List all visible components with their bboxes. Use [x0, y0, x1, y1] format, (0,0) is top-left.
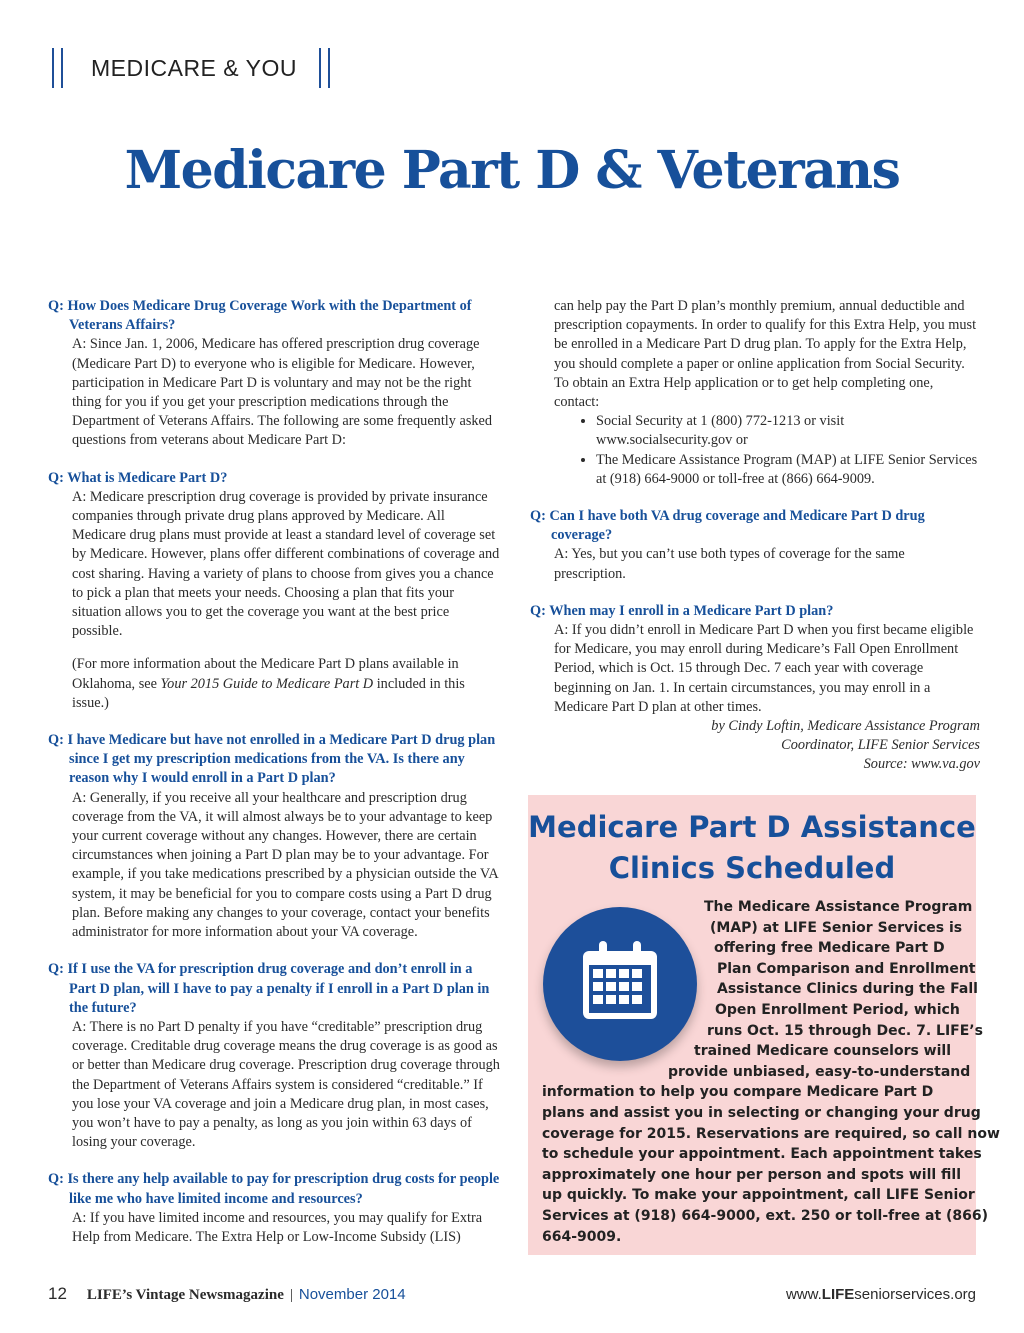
guide-note: (For more information about the Medicare Part D plans available in Oklahoma, see Your 2015 Guide to Medicare Part D included in this issue.) — [72, 656, 465, 711]
answer: A: There is no Part D penalty if you have “creditable” prescription drug coverage. Creditable drug coverage means the drug coverage is as good as or better than Medicare drug coverage. Prescription drug coverage through the Department of Veterans Affairs system is considered “creditable.” If you lose your VA coverage and join a Medicare drug plan, in most cases, you won’t have to pay a penalty, as long as you join within 63 days of losing your coverage. — [72, 1018, 500, 1151]
magazine-name: LIFE’s Vintage Newsmagazine — [86, 1287, 284, 1303]
issue-date: November 2014 — [298, 1286, 406, 1303]
answer: A: Yes, but you can’t use both types of coverage for the same prescription. — [554, 546, 905, 582]
question: Q: Is there any help available to pay for prescription drug costs for people like me who have limited income and resources? — [48, 1171, 500, 1207]
left-bars-divider — [52, 48, 63, 88]
page-number: 12 — [48, 1284, 67, 1303]
left-column — [48, 297, 500, 1265]
right-column — [530, 297, 980, 775]
right-bars-divider — [319, 48, 330, 88]
source-credit: Source: www.va.gov — [863, 756, 980, 773]
qa-item — [530, 602, 980, 717]
guide-title: Your 2015 Guide to Medicare Part D — [160, 675, 374, 692]
qa-item — [48, 297, 500, 451]
question: Q: If I use the VA for prescription drug coverage and don’t enroll in a Part D plan, will I have to pay a penalty if I enroll in a Part D plan in the future? — [48, 961, 490, 1016]
footer-separator: | — [289, 1287, 293, 1303]
answer: A: Generally, if you receive all your healthcare and prescription drug coverage from the VA, it will almost always be to your advantage to keep your current coverage without any changes. However, there are certain circumstances when joining a Part D plan may be to your advantage. For example, if you take medications prescribed by a physician outside the VA system, it may be beneficial for you to compare costs using a Part D drug plan. Before making any changes to your coverage, contact your benefits administrator for more information about your VA coverage. — [72, 789, 498, 941]
contact-item: • The Medicare Assistance Program (MAP) at LIFE Senior Services at (918) 664-9000 or toll-free at (866) 664-9009. — [596, 451, 980, 489]
website-link[interactable]: www.LIFEseniorservices.org — [785, 1286, 976, 1303]
question: Q: How Does Medicare Drug Coverage Work with the Department of Veterans Affairs? — [48, 298, 472, 334]
clinics-callout-box — [528, 795, 1000, 1255]
answer: A: Since Jan. 1, 2006, Medicare has offered prescription drug coverage (Medicare Part D) to everyone who is eligible for Medicare. However, participation in Medicare Part D is voluntary and may not be the right thing for you if you get your prescription medications through the Department of Veterans Affairs. The following are some frequently asked questions from veterans about Medicare Part D: — [72, 336, 493, 449]
callout-body: The Medicare Assistance Program (MAP) at LIFE Senior Services is offering free Medicare Part D Plan Comparison and Enrollment Assistance Clinics during the Fall Open Enrollment Period, which runs Oct. 15 through Dec. 7. LIFE’s trained Medicare counselors will provide unbiased, easy-to-understand information to help you compare Medicare Part D plans and assist you in selecting or changing your drug coverage for 2015. Reservations are required, so call now to schedule your appointment. Each appointment takes approximately one hour per person and spots will fill up quickly. To make your appointment, call LIFE Senior Services at (918) 664-9000, ext. 250 or toll-free at (866) 664-9009. — [542, 899, 1000, 1245]
article-title: Medicare Part D & Veterans — [124, 140, 900, 201]
qa-item — [48, 960, 500, 1152]
byline: by Cindy Loftin, Medicare Assistance Program — [711, 718, 980, 735]
callout-title: Medicare Part D Assistance Clinics Scheduled — [528, 810, 976, 885]
contact-item: • Social Security at 1 (800) 772-1213 or visit www.socialsecurity.gov or — [596, 412, 980, 450]
byline: Coordinator, LIFE Senior Services — [781, 737, 980, 754]
question: Q: What is Medicare Part D? — [48, 469, 228, 486]
contact-list — [554, 412, 980, 489]
answer: A: If you have limited income and resources, you may qualify for Extra Help from Medicare. The Extra Help or Low-Income Subsidy (LIS) — [72, 1209, 483, 1245]
section-header — [52, 48, 330, 88]
answer: A: If you didn’t enroll in Medicare Part D when you first became eligible for Medicare, you may enroll during Medicare’s Fall Open Enrollment Period, which is Oct. 15 through Dec. 7 each year with coverage beginning on Jan. 1. In certain circumstances, you may enroll in a Medicare Part D plan at other times. — [554, 622, 974, 715]
question: Q: I have Medicare but have not enrolled in a Medicare Part D drug plan since I get my prescription medications from the VA. Is there any reason why I would enroll in a Part D plan? — [48, 732, 496, 787]
question: Q: When may I enroll in a Medicare Part D plan? — [530, 602, 834, 619]
qa-item — [530, 507, 980, 584]
footer-left — [48, 1284, 406, 1304]
section-label: MEDICARE & YOU — [91, 54, 297, 81]
qa-item — [48, 1170, 500, 1247]
qa-item — [48, 731, 500, 942]
question: Q: Can I have both VA drug coverage and Medicare Part D drug coverage? — [530, 508, 925, 544]
answer: A: Medicare prescription drug coverage is provided by private insurance companies through private drug plans approved by Medicare. All Medicare drug plans must provide at least a standard level of coverage set by Medicare. However, plans offer different combinations of coverage and cost sharing. Having a variety of plans to choose from gives you a chance to pick a plan that meets your needs. Choosing a plan that fits your situation allows you to get the coverage you want at the best price possible. — [72, 488, 500, 640]
answer-continuation: can help pay the Part D plan’s monthly premium, annual deductible and prescription copayments. In order to qualify for this Extra Help, you must be enrolled in a Medicare Part D drug plan. To apply for the Extra Help, you should complete a paper or online application from Social Security. To obtain an Extra Help application or to get help completing one, contact: — [554, 298, 977, 411]
qa-item — [48, 469, 500, 713]
